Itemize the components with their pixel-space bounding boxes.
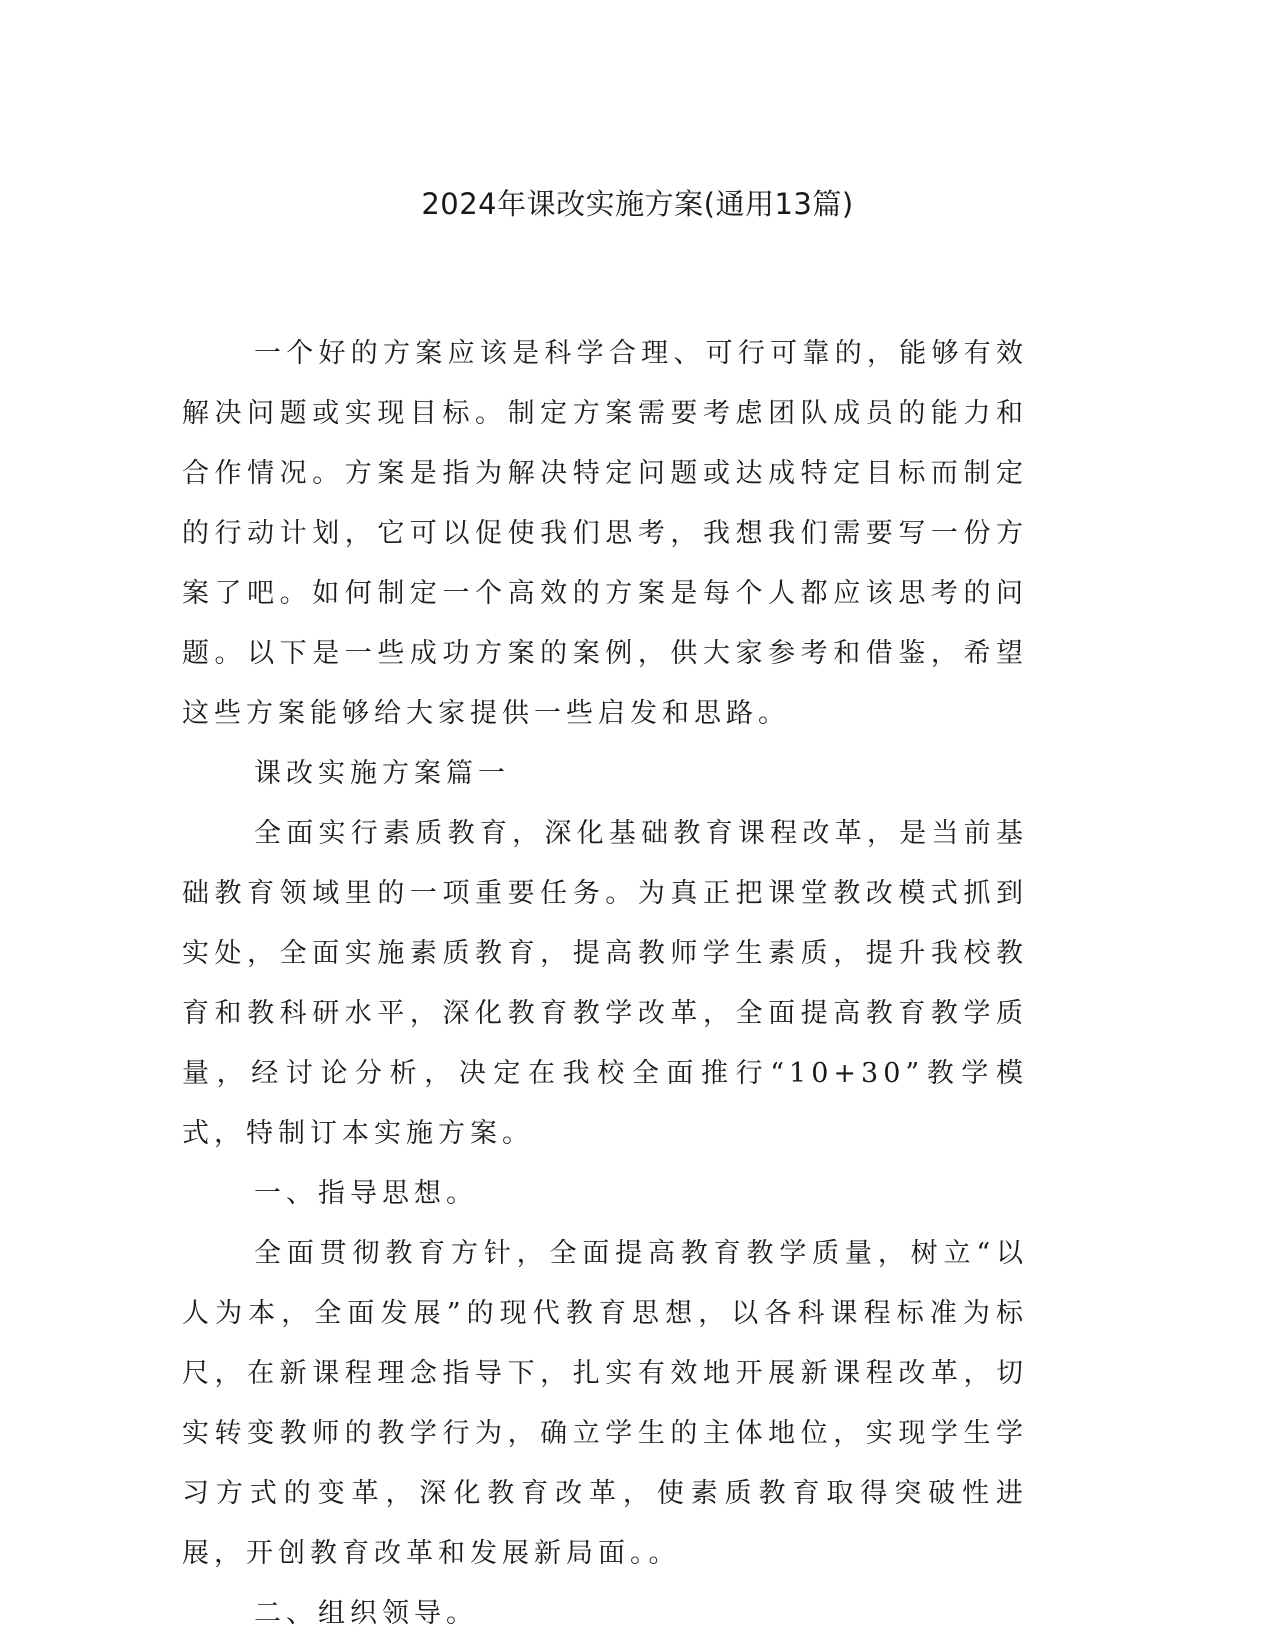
document-body [182, 324, 1028, 1644]
section-heading-part-one: 课改实施方案篇一 [254, 758, 510, 789]
intro-paragraph: 一个好的方案应该是科学合理、可行可靠的，能够有效解决问题或实现目标。制定方案需要考虑团队成员的能力和合作情况。方案是指为解决特定问题或达成特定目标而制定的行动计划，它可以促使我们思考，我想我们需要写一份方案了吧。如何制定一个高效的方案是每个人都应该思考的问题。以下是一些成功方案的案例，供大家参考和借鉴，希望这些方案能够给大家提供一些启发和思路。 [182, 338, 1028, 729]
document-title: 2024年课改实施方案(通用13篇) [421, 187, 854, 221]
body-paragraph: 全面贯彻教育方针，全面提高教育教学质量，树立“以人为本，全面发展”的现代教育思想，以各科课程标准为标尺，在新课程理念指导下，扎实有效地开展新课程改革，切实转变教师的教学行为，确立学生的主体地位，实现学生学习方式的变革，深化教育改革，使素质教育取得突破性进展，开创教育改革和发展新局面。。 [182, 1238, 1028, 1569]
section-heading-guiding-ideology: 一、指导思想。 [254, 1178, 478, 1209]
body-paragraph: 全面实行素质教育，深化基础教育课程改革，是当前基础教育领域里的一项重要任务。为真正把课堂教改模式抓到实处，全面实施素质教育，提高教师学生素质，提升我校教育和教科研水平，深化教育教学改革，全面提高教育教学质量，经讨论分析，决定在我校全面推行“10+30”教学模式，特制订本实施方案。 [182, 818, 1028, 1149]
section-heading-organization: 二、组织领导。 [254, 1598, 478, 1629]
